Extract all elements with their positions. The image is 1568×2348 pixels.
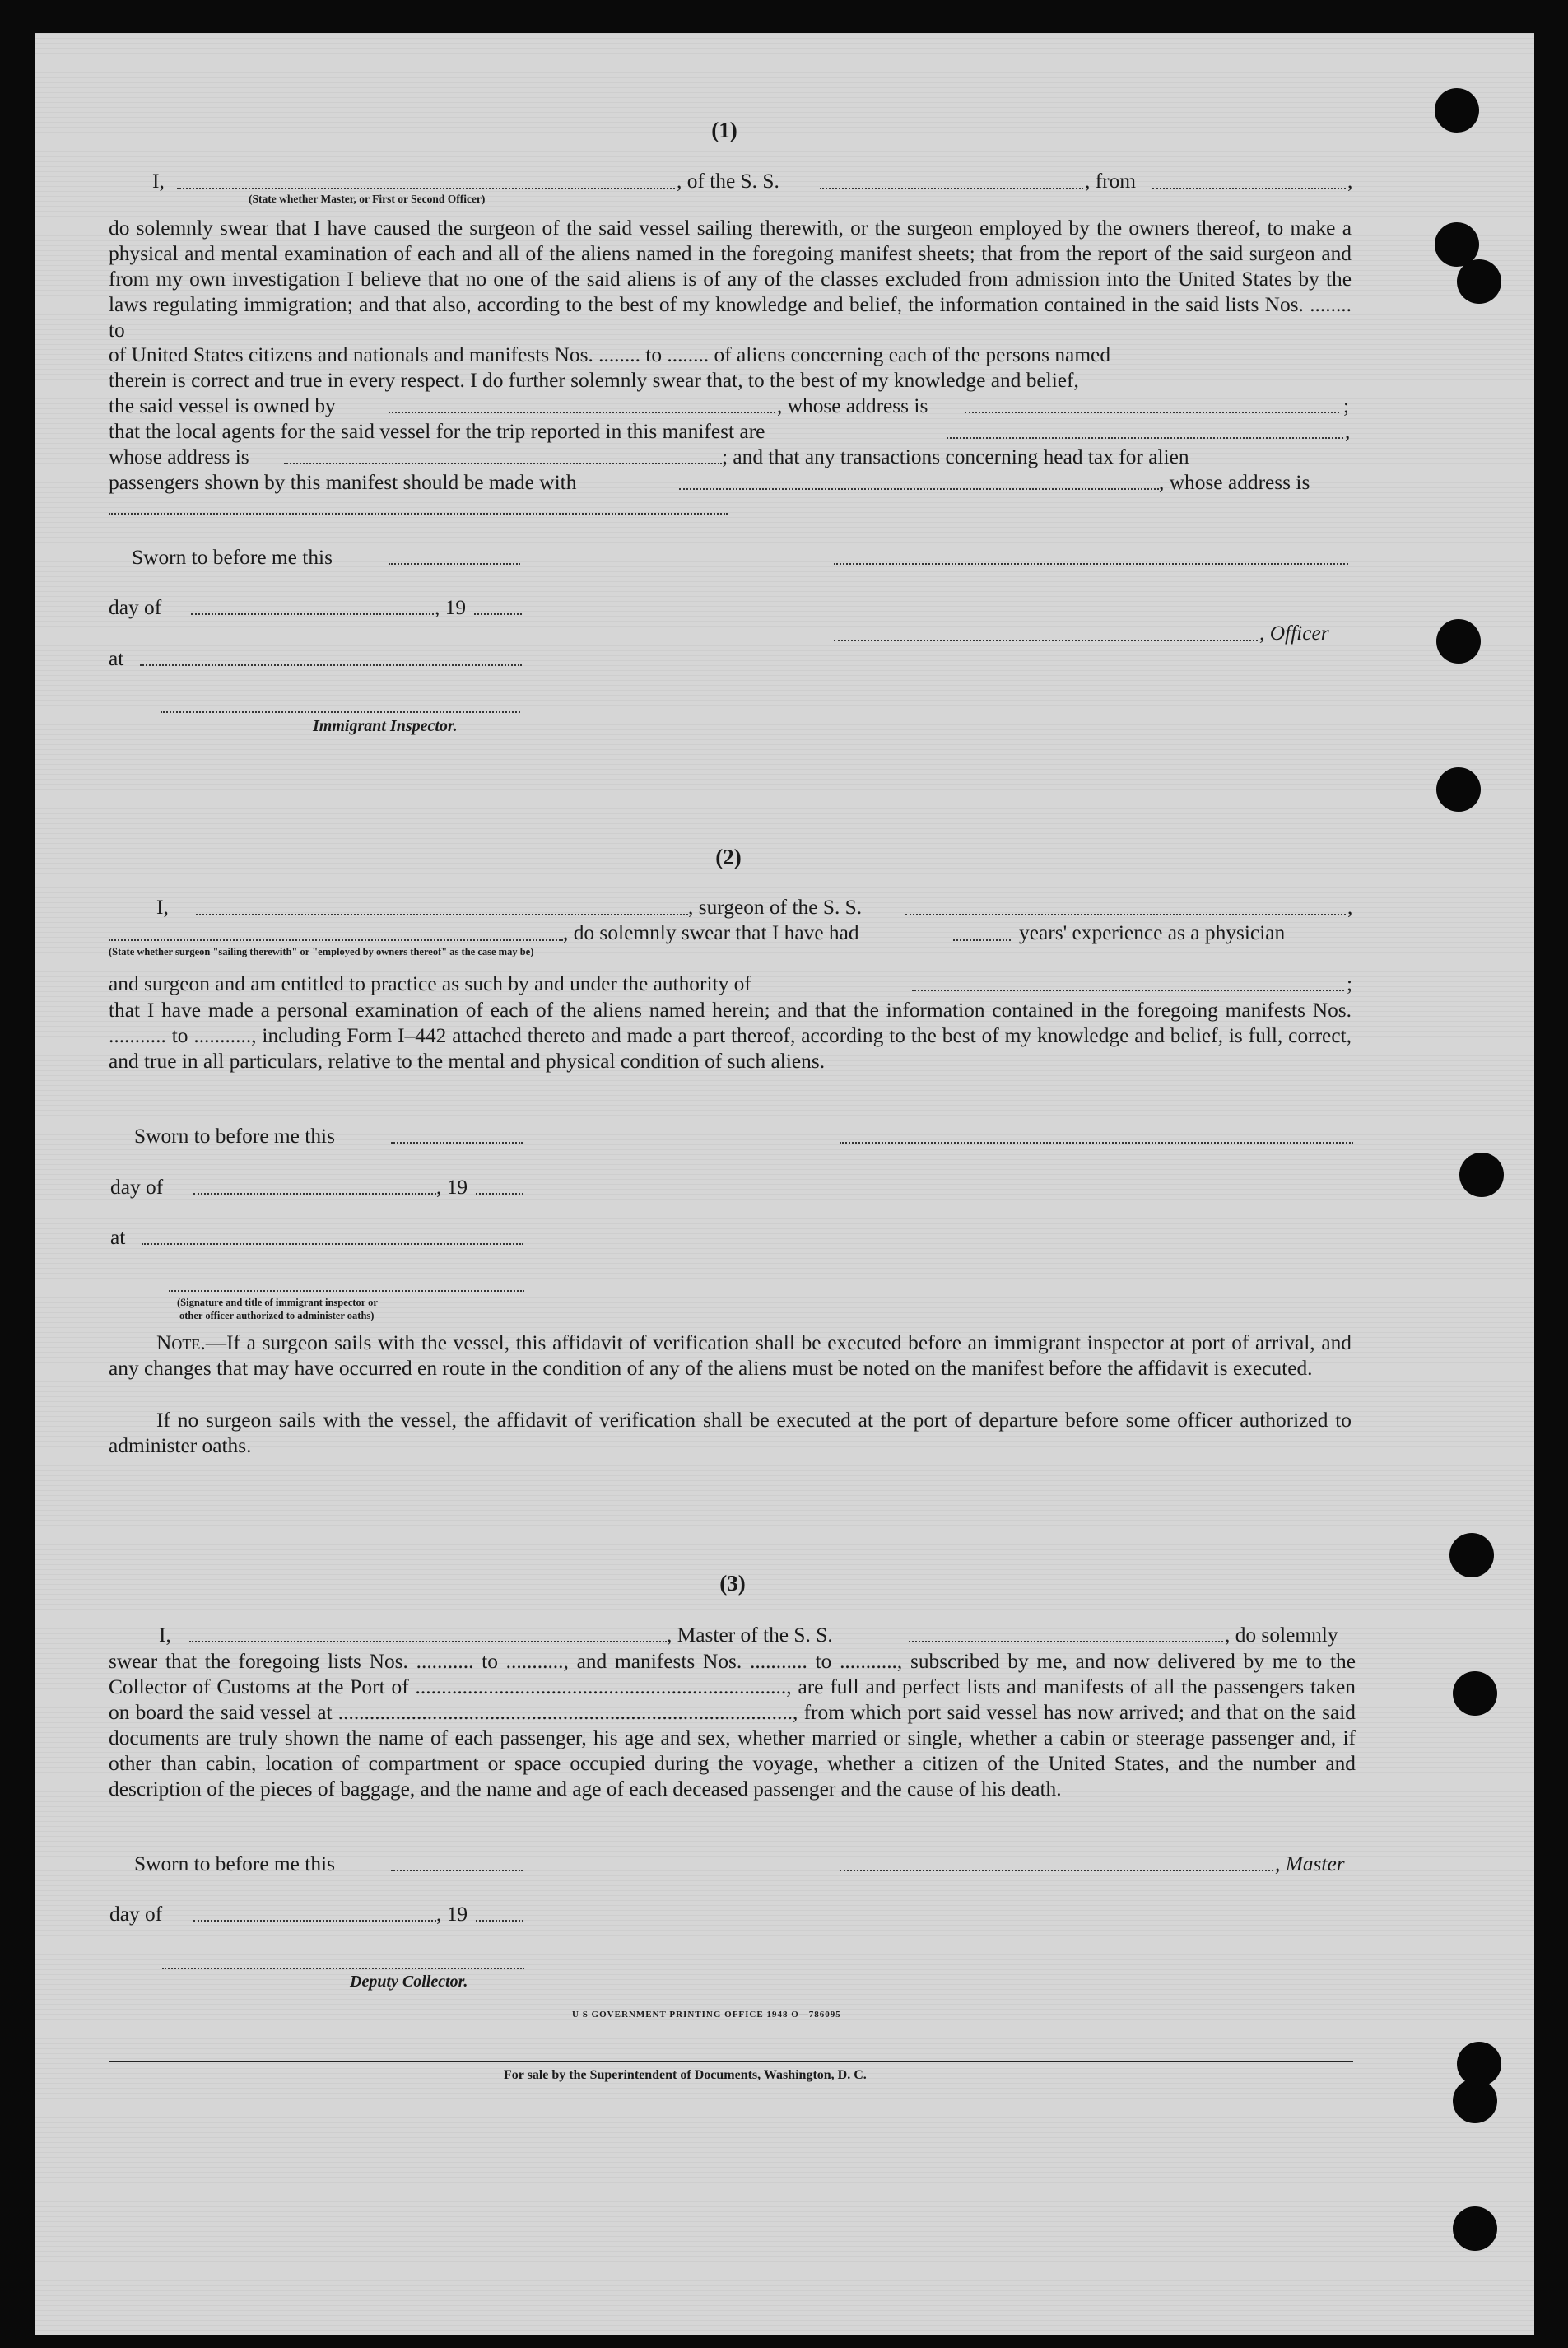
s3-sworn: Sworn to before me this (134, 1852, 335, 1875)
s1-line-owned-b: , whose address is (777, 394, 928, 417)
s1-inspector-line (161, 711, 520, 713)
s3-day-of: day of (109, 1903, 163, 1926)
s1-comma2: , (1345, 420, 1351, 443)
s2-years-field (953, 939, 1011, 941)
binder-hole (1436, 619, 1481, 664)
s2-surgeon-of: , surgeon of the S. S. (688, 896, 863, 919)
s3-name-field (189, 1641, 667, 1642)
s1-nineteen: , 19 (435, 596, 467, 619)
footer-rule (109, 2061, 1353, 2062)
s1-from-field (1152, 188, 1346, 189)
s2-note-label: Note. (156, 1331, 206, 1354)
s2-sworn: Sworn to before me this (134, 1125, 335, 1148)
s3-deputy-line (162, 1968, 524, 1969)
s3-body: swear that the foregoing lists Nos. ........... to ..........., and manifests Nos. ........... to ..........., subscribed by me, and now delivered by me to the Collector of Customs at the Port of ......................................................................., are full and perfect lists and manifests of all the passengers taken on board the said vessel at ......................................................................................., from which port said vessel has now arrived; and that on the said documents are truly shown the name of each passenger, his age and sex, whether married or single, whether a cabin or steerage passenger and, if other than cabin, location of compartment or space occupied during the voyage, whether a citizen of the United States, and the number and description of the pieces of baggage, and the name and age of each deceased passenger and the cause of his death. (109, 1650, 1356, 1801)
s1-officer-line (834, 640, 1258, 641)
s2-surgeon-field (109, 939, 563, 941)
s2-ship-field (905, 914, 1346, 915)
s1-line-I: I, (152, 170, 165, 193)
s3-deputy: Deputy Collector. (350, 1973, 468, 1991)
s2-sworn-field (391, 1142, 523, 1144)
s1-at-field (140, 664, 522, 666)
s1-owner-address-field (965, 412, 1339, 413)
s1-line-owned-a: the said vessel is owned by (109, 394, 336, 417)
s2-note-2: If no surgeon sails with the vessel, the affidavit of verification shall be executed at the port of departure before some officer authorized to administer oaths. (109, 1409, 1352, 1457)
s2-sig-note-2: other officer authorized to administer oaths) (179, 1310, 375, 1321)
s1-year-field (474, 613, 522, 615)
s1-headtax-field (679, 488, 1159, 490)
s2-semicolon: ; (1347, 972, 1353, 995)
s2-line-I: I, (156, 896, 169, 919)
s2-do-solemnly: , do solemnly swear that I have had (563, 921, 859, 944)
s1-comma: , (1347, 170, 1353, 193)
s2-day-field (193, 1193, 436, 1195)
s2-at: at (110, 1226, 126, 1249)
s2-year-field (476, 1193, 523, 1195)
s1-officer: , Officer (1259, 622, 1329, 645)
s1-day-field (191, 613, 434, 615)
binder-hole (1436, 767, 1481, 812)
s2-note-text: —If a surgeon sails with the vessel, this affidavit of verification shall be executed before an immigrant inspector at port of arrival, and any changes that may have occurred en route in the condition of any of the aliens must be noted on the manifest before the affidavit is executed. (109, 1331, 1352, 1380)
binder-hole (1459, 1153, 1504, 1197)
s2-note-surgeon: (State whether surgeon "sailing therewith" or "employed by owners thereof" as the case may be) (109, 946, 534, 957)
s1-signature-line (834, 563, 1348, 565)
s2-comma: , (1347, 896, 1353, 919)
s1-of-ss: , of the S. S. (677, 170, 779, 193)
s3-master: , Master (1275, 1852, 1345, 1875)
s3-ship-field (909, 1641, 1223, 1642)
s1-agent-address-field (284, 463, 722, 464)
s1-line-whose-a: whose address is (109, 445, 249, 468)
s1-master-field (177, 188, 675, 189)
section-3-number: (3) (719, 1571, 746, 1596)
s2-name-field (196, 914, 688, 915)
s2-at-field (142, 1243, 523, 1245)
s1-line-agents: that the local agents for the said vessel for the trip reported in this manifest are (109, 420, 765, 443)
s1-day-of: day of (109, 596, 162, 619)
s2-note (109, 1330, 1352, 1381)
s3-line-I: I, (159, 1624, 171, 1647)
s2-sig-note-1: (Signature and title of immigrant inspector or (177, 1297, 378, 1308)
s2-sig-line (169, 1290, 524, 1292)
s3-signature-line (840, 1870, 1273, 1871)
s1-line-pass-a: passengers shown by this manifest should be made with (109, 471, 577, 494)
s1-from: , from (1085, 170, 1137, 193)
s1-line-whose-b: ; and that any transactions concerning head tax for alien (722, 445, 1189, 468)
s1-ship-field (820, 188, 1083, 189)
s1-body: do solemnly swear that I have caused the surgeon of the said vessel sailing therewith, or the surgeon employed by the owners thereof, to make a physical and mental examination of each and all of the aliens named in the foregoing manifest sheets; that from the report of the said surgeon and from my own investigation I believe that no one of the said aliens is of any of the classes excluded from admission into the United States by the laws regulating immigration; and that also, according to the best of my knowledge and belief, the information contained in the said lists Nos. ........ to (109, 217, 1352, 342)
s3-nineteen: , 19 (436, 1903, 468, 1926)
s1-note-master: (State whether Master, or First or Second Officer) (249, 193, 486, 205)
s1-line-therein: therein is correct and true in every respect. I do further solemnly swear that, to the best of my knowledge and belief, (109, 369, 1079, 392)
s3-day-field (193, 1920, 436, 1922)
s2-years: years' experience as a physician (1019, 921, 1286, 944)
binder-hole (1453, 2079, 1497, 2123)
binder-hole (1435, 88, 1479, 133)
s3-year-field (476, 1920, 523, 1922)
s1-inspector: Immigrant Inspector. (313, 717, 458, 735)
s1-semicolon: ; (1343, 394, 1350, 417)
s2-day-of: day of (110, 1176, 164, 1199)
s2-line-practice: and surgeon and am entitled to practice as such by and under the authority of (109, 972, 751, 995)
binder-hole (1453, 1671, 1497, 1716)
s1-sworn: Sworn to before me this (132, 546, 333, 569)
binder-hole (1453, 2206, 1497, 2251)
section-1-number: (1) (711, 118, 737, 142)
s1-line-pass-b: , whose address is (1159, 471, 1310, 494)
sale-note: For sale by the Superintendent of Documents, Washington, D. C. (504, 2068, 867, 2082)
s1-owner-field (389, 412, 775, 413)
s2-signature-line (840, 1142, 1353, 1144)
binder-hole (1457, 259, 1501, 304)
s3-sworn-field (391, 1870, 523, 1871)
gpo-imprint: U S GOVERNMENT PRINTING OFFICE 1948 O—786095 (572, 2010, 841, 2020)
binder-hole (1449, 1533, 1494, 1577)
s1-headtax-address-field (109, 513, 728, 515)
s3-do-solemnly: , do solemnly (1225, 1624, 1338, 1647)
s1-sworn-field (389, 563, 520, 565)
s2-body: that I have made a personal examination of each of the aliens named herein; and that the information contained in the foregoing manifests Nos. ........... to ..........., including Form I–442 attached thereto and made a part thereof, according to the best of my knowledge and belief, is full, correct, and true in all particulars, relative to the mental and physical condition of such aliens. (109, 999, 1352, 1073)
section-2-number: (2) (715, 845, 742, 869)
s2-authority-field (912, 990, 1344, 991)
s1-line-citizens: of United States citizens and nationals and manifests Nos. ........ to ........ of aliens concerning each of the persons named (109, 343, 1111, 366)
s1-at: at (109, 647, 124, 670)
s2-nineteen: , 19 (436, 1176, 468, 1199)
s3-master-of: , Master of the S. S. (667, 1624, 833, 1647)
s1-agents-field (947, 437, 1343, 439)
